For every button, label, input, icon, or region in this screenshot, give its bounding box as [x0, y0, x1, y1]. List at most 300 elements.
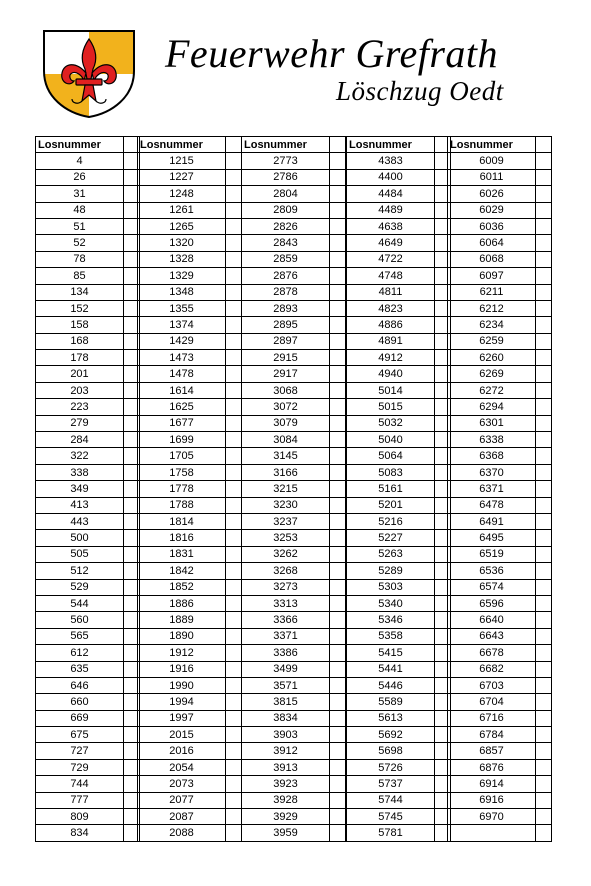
blank-check-cell — [536, 300, 552, 316]
lot-number-cell: 3079 — [242, 415, 330, 431]
table-row — [448, 464, 552, 480]
lot-number-cell: 203 — [36, 382, 124, 398]
page-title: Feuerwehr Grefrath — [165, 31, 499, 76]
table-row — [242, 579, 346, 595]
lot-number-cell: 6916 — [448, 792, 536, 808]
lot-number-cell: 4811 — [347, 284, 435, 300]
lot-number-cell: 5745 — [347, 809, 435, 825]
table-row — [138, 497, 242, 513]
lot-number-cell: 6876 — [448, 759, 536, 775]
table-row — [448, 710, 552, 726]
lot-number-cell: 2804 — [242, 186, 330, 202]
lot-number-cell: 1814 — [138, 513, 226, 529]
table-row — [138, 825, 242, 841]
blank-check-cell — [226, 137, 242, 153]
table-row — [347, 366, 451, 382]
lot-number-table — [346, 136, 451, 842]
lot-number-cell: 2809 — [242, 202, 330, 218]
lot-number-cell: 6371 — [448, 481, 536, 497]
blank-check-cell — [226, 153, 242, 169]
table-row — [36, 432, 140, 448]
table-row — [138, 645, 242, 661]
lot-number-cell: 413 — [36, 497, 124, 513]
lot-number-cell: 6678 — [448, 645, 536, 661]
blank-check-cell — [330, 202, 346, 218]
lot-number-cell: 52 — [36, 235, 124, 251]
blank-check-cell — [330, 382, 346, 398]
lot-number-cell: 5263 — [347, 546, 435, 562]
table-row — [242, 268, 346, 284]
blank-check-cell — [536, 776, 552, 792]
blank-check-cell — [330, 530, 346, 546]
lot-number-cell: 4484 — [347, 186, 435, 202]
blank-check-cell — [536, 612, 552, 628]
blank-check-cell — [536, 268, 552, 284]
table-row — [138, 809, 242, 825]
lot-number-cell: 26 — [36, 169, 124, 185]
blank-check-cell — [536, 513, 552, 529]
blank-check-cell — [536, 186, 552, 202]
lot-number-cell: 6536 — [448, 563, 536, 579]
lot-number-cell: 4891 — [347, 333, 435, 349]
blank-check-cell — [536, 284, 552, 300]
table-row — [242, 333, 346, 349]
blank-check-cell — [330, 645, 346, 661]
table-row — [242, 628, 346, 644]
lot-number-cell: 152 — [36, 300, 124, 316]
table-row — [448, 694, 552, 710]
table-row — [36, 382, 140, 398]
lot-number-cell: 729 — [36, 759, 124, 775]
blank-check-cell — [226, 202, 242, 218]
table-row — [36, 481, 140, 497]
table-row — [242, 317, 346, 333]
lot-number-cell: 6370 — [448, 464, 536, 480]
blank-check-cell — [330, 218, 346, 234]
lot-number-cell: 1265 — [138, 218, 226, 234]
table-row — [448, 546, 552, 562]
lot-number-cell: 529 — [36, 579, 124, 595]
table-row — [448, 448, 552, 464]
lot-number-cell: 544 — [36, 595, 124, 611]
table-header-row — [36, 137, 140, 153]
lot-number-cell: 1994 — [138, 694, 226, 710]
lot-number-cell: 134 — [36, 284, 124, 300]
lot-number-cell: 5744 — [347, 792, 435, 808]
table-row — [138, 432, 242, 448]
blank-check-cell — [226, 612, 242, 628]
lot-number-cell: 3959 — [242, 825, 330, 841]
table-row — [347, 218, 451, 234]
table-row — [448, 333, 552, 349]
lot-number-cell: 560 — [36, 612, 124, 628]
lot-number-cell: 5613 — [347, 710, 435, 726]
table-row — [347, 153, 451, 169]
blank-check-cell — [536, 333, 552, 349]
blank-check-cell — [536, 497, 552, 513]
lot-number-cell: 3072 — [242, 399, 330, 415]
table-row — [138, 202, 242, 218]
lot-number-cell: 2088 — [138, 825, 226, 841]
blank-check-cell — [536, 710, 552, 726]
table-row — [138, 710, 242, 726]
blank-check-cell — [536, 350, 552, 366]
blank-check-cell — [226, 218, 242, 234]
table-row — [36, 645, 140, 661]
lot-number-cell: 1831 — [138, 546, 226, 562]
lot-number-cell: 2077 — [138, 792, 226, 808]
blank-check-cell — [330, 284, 346, 300]
table-row — [347, 645, 451, 661]
lot-number-cell: 6269 — [448, 366, 536, 382]
blank-check-cell — [330, 415, 346, 431]
lot-number-cell: 5415 — [347, 645, 435, 661]
table-row — [448, 350, 552, 366]
blank-check-cell — [536, 759, 552, 775]
lot-number-cell: 31 — [36, 186, 124, 202]
table-row — [36, 513, 140, 529]
table-row — [347, 399, 451, 415]
table-row — [347, 825, 451, 841]
lot-number-cell: 6495 — [448, 530, 536, 546]
blank-check-cell — [536, 153, 552, 169]
table-row — [448, 563, 552, 579]
table-row — [138, 169, 242, 185]
blank-check-cell — [536, 727, 552, 743]
table-row — [138, 546, 242, 562]
table-row — [242, 186, 346, 202]
lot-number-cell: 5726 — [347, 759, 435, 775]
lot-number-cell: 5040 — [347, 432, 435, 448]
table-row — [138, 251, 242, 267]
table-row — [448, 759, 552, 775]
table-row — [36, 546, 140, 562]
lot-number-cell: 5216 — [347, 513, 435, 529]
lot-number-cell: 2826 — [242, 218, 330, 234]
lot-number-cell: 4823 — [347, 300, 435, 316]
blank-check-cell — [536, 137, 552, 153]
lot-number-cell: 646 — [36, 677, 124, 693]
table-row — [448, 415, 552, 431]
lot-number-cell: 5015 — [347, 399, 435, 415]
blank-check-cell — [226, 186, 242, 202]
table-row — [36, 317, 140, 333]
table-row — [138, 628, 242, 644]
table-row — [36, 710, 140, 726]
lot-number-cell: 6640 — [448, 612, 536, 628]
blank-check-cell — [330, 464, 346, 480]
table-row — [242, 743, 346, 759]
table-row — [448, 300, 552, 316]
lot-number-cell: 6294 — [448, 399, 536, 415]
table-row — [36, 497, 140, 513]
lot-number-cell: 6259 — [448, 333, 536, 349]
table-row — [448, 268, 552, 284]
lot-number-cell: 3068 — [242, 382, 330, 398]
lot-number-cell: 4638 — [347, 218, 435, 234]
lot-number-cell: 6211 — [448, 284, 536, 300]
lot-number-table — [35, 136, 140, 842]
lot-number-cell: 6272 — [448, 382, 536, 398]
blank-check-cell — [330, 350, 346, 366]
lot-number-cell: 2893 — [242, 300, 330, 316]
lot-number-cell: 6068 — [448, 251, 536, 267]
table-row — [138, 563, 242, 579]
lot-number-cell: 1473 — [138, 350, 226, 366]
table-row — [138, 776, 242, 792]
table-row — [448, 792, 552, 808]
table-row — [242, 382, 346, 398]
lot-number-cell: 6234 — [448, 317, 536, 333]
table-row — [242, 776, 346, 792]
table-row — [36, 661, 140, 677]
table-row — [138, 694, 242, 710]
table-row — [448, 661, 552, 677]
column-header-losnummer: Losnummer — [448, 137, 536, 153]
lot-number-table-grid — [241, 136, 346, 842]
table-row — [36, 759, 140, 775]
table-row — [138, 350, 242, 366]
blank-check-cell — [226, 251, 242, 267]
lot-number-cell: 3912 — [242, 743, 330, 759]
table-row — [36, 694, 140, 710]
table-row — [36, 186, 140, 202]
blank-check-cell — [536, 792, 552, 808]
lot-number-cell: 3313 — [242, 595, 330, 611]
blank-check-cell — [536, 579, 552, 595]
lot-number-cell: 5737 — [347, 776, 435, 792]
table-row — [36, 268, 140, 284]
lot-number-cell: 201 — [36, 366, 124, 382]
lot-number-cell: 6716 — [448, 710, 536, 726]
table-row — [36, 169, 140, 185]
blank-check-cell — [536, 481, 552, 497]
blank-check-cell — [226, 628, 242, 644]
table-row — [448, 284, 552, 300]
blank-check-cell — [226, 825, 242, 841]
blank-check-cell — [330, 251, 346, 267]
lot-number-cell: 1677 — [138, 415, 226, 431]
lot-number-cell: 2895 — [242, 317, 330, 333]
lot-number-cell: 2915 — [242, 350, 330, 366]
table-row — [448, 825, 552, 841]
blank-check-cell — [226, 415, 242, 431]
lot-number-table-grid — [35, 136, 140, 842]
table-row — [347, 333, 451, 349]
table-row — [36, 612, 140, 628]
table-row — [347, 317, 451, 333]
lot-number-cell: 1328 — [138, 251, 226, 267]
lot-number-cell: 6011 — [448, 169, 536, 185]
lot-number-cell: 6519 — [448, 546, 536, 562]
blank-check-cell — [226, 366, 242, 382]
blank-check-cell — [226, 727, 242, 743]
lot-number-cell: 2859 — [242, 251, 330, 267]
lot-number-cell: 4886 — [347, 317, 435, 333]
table-row — [347, 481, 451, 497]
lot-number-table-grid — [137, 136, 242, 842]
table-row — [138, 464, 242, 480]
table-row — [138, 595, 242, 611]
lot-number-cell: 6574 — [448, 579, 536, 595]
lot-number-cell: 2876 — [242, 268, 330, 284]
blank-check-cell — [330, 317, 346, 333]
blank-check-cell — [330, 432, 346, 448]
blank-check-cell — [226, 579, 242, 595]
blank-check-cell — [536, 595, 552, 611]
table-row — [242, 218, 346, 234]
lot-number-cell: 5340 — [347, 595, 435, 611]
table-row — [448, 366, 552, 382]
lot-number-cell: 6703 — [448, 677, 536, 693]
table-row — [448, 399, 552, 415]
lot-number-cell: 338 — [36, 464, 124, 480]
lot-number-cell: 2878 — [242, 284, 330, 300]
lot-number-cell: 1227 — [138, 169, 226, 185]
lot-number-cell: 660 — [36, 694, 124, 710]
table-row — [36, 235, 140, 251]
lot-number-cell: 675 — [36, 727, 124, 743]
blank-check-cell — [330, 235, 346, 251]
table-row — [36, 448, 140, 464]
table-row — [242, 366, 346, 382]
table-row — [36, 153, 140, 169]
table-row — [242, 809, 346, 825]
lot-number-cell: 834 — [36, 825, 124, 841]
lot-number-cell: 1374 — [138, 317, 226, 333]
lot-number-cell: 2087 — [138, 809, 226, 825]
lot-number-cell: 612 — [36, 645, 124, 661]
lot-number-cell: 3386 — [242, 645, 330, 661]
lot-number-cell: 3230 — [242, 497, 330, 513]
blank-check-cell — [330, 792, 346, 808]
lot-number-cell: 5032 — [347, 415, 435, 431]
blank-check-cell — [536, 366, 552, 382]
table-row — [347, 432, 451, 448]
lot-number-cell: 1248 — [138, 186, 226, 202]
lot-number-cell: 6064 — [448, 235, 536, 251]
table-row — [347, 759, 451, 775]
blank-check-cell — [330, 694, 346, 710]
blank-check-cell — [330, 776, 346, 792]
table-row — [138, 399, 242, 415]
table-row — [36, 743, 140, 759]
lot-number-cell: 5161 — [347, 481, 435, 497]
blank-check-cell — [536, 825, 552, 841]
blank-check-cell — [330, 497, 346, 513]
lot-number-cell: 1816 — [138, 530, 226, 546]
lot-number-cell: 85 — [36, 268, 124, 284]
table-row — [138, 513, 242, 529]
lot-number-cell: 1889 — [138, 612, 226, 628]
blank-check-cell — [330, 628, 346, 644]
blank-check-cell — [536, 448, 552, 464]
lot-number-cell: 1997 — [138, 710, 226, 726]
table-row — [448, 628, 552, 644]
table-row — [347, 415, 451, 431]
table-row — [448, 595, 552, 611]
lot-number-cell: 5781 — [347, 825, 435, 841]
blank-check-cell — [330, 448, 346, 464]
table-row — [242, 432, 346, 448]
lot-number-table-grid — [447, 136, 552, 842]
lot-number-cell: 5692 — [347, 727, 435, 743]
table-row — [242, 497, 346, 513]
blank-check-cell — [226, 710, 242, 726]
lot-number-cell: 3913 — [242, 759, 330, 775]
lot-number-cell: 2054 — [138, 759, 226, 775]
blank-check-cell — [330, 153, 346, 169]
table-row — [138, 415, 242, 431]
table-row — [242, 153, 346, 169]
lot-number-table — [241, 136, 346, 842]
blank-check-cell — [330, 481, 346, 497]
blank-check-cell — [330, 137, 346, 153]
table-row — [242, 612, 346, 628]
blank-check-cell — [226, 399, 242, 415]
table-row — [36, 251, 140, 267]
blank-check-cell — [226, 546, 242, 562]
table-row — [347, 513, 451, 529]
blank-check-cell — [536, 563, 552, 579]
blank-check-cell — [330, 268, 346, 284]
lot-number-cell: 4748 — [347, 268, 435, 284]
blank-check-cell — [226, 481, 242, 497]
table-row — [448, 432, 552, 448]
table-row — [347, 464, 451, 480]
table-row — [448, 218, 552, 234]
table-row — [242, 825, 346, 841]
lot-number-cell: 3371 — [242, 628, 330, 644]
table-row — [347, 169, 451, 185]
table-row — [138, 218, 242, 234]
blank-check-cell — [536, 399, 552, 415]
lot-number-cell: 5064 — [347, 448, 435, 464]
blank-check-cell — [330, 186, 346, 202]
lot-number-cell: 1478 — [138, 366, 226, 382]
lot-number-cell: 4649 — [347, 235, 435, 251]
lot-number-cell: 2843 — [242, 235, 330, 251]
table-row — [242, 399, 346, 415]
lot-number-cell: 727 — [36, 743, 124, 759]
table-row — [347, 382, 451, 398]
table-row — [36, 399, 140, 415]
lot-number-cell — [448, 825, 536, 841]
table-row — [347, 727, 451, 743]
lot-number-cell: 809 — [36, 809, 124, 825]
table-row — [448, 153, 552, 169]
blank-check-cell — [226, 743, 242, 759]
table-row — [138, 284, 242, 300]
table-header-row — [138, 137, 242, 153]
table-row — [36, 300, 140, 316]
table-row — [347, 628, 451, 644]
lot-number-cell: 5346 — [347, 612, 435, 628]
table-row — [36, 415, 140, 431]
blank-check-cell — [226, 497, 242, 513]
lot-number-cell: 1778 — [138, 481, 226, 497]
lot-number-cell: 284 — [36, 432, 124, 448]
table-row — [242, 464, 346, 480]
table-row — [242, 759, 346, 775]
blank-check-cell — [226, 776, 242, 792]
blank-check-cell — [330, 579, 346, 595]
blank-check-cell — [536, 694, 552, 710]
table-row — [138, 481, 242, 497]
table-row — [138, 792, 242, 808]
table-row — [138, 235, 242, 251]
table-row — [347, 612, 451, 628]
